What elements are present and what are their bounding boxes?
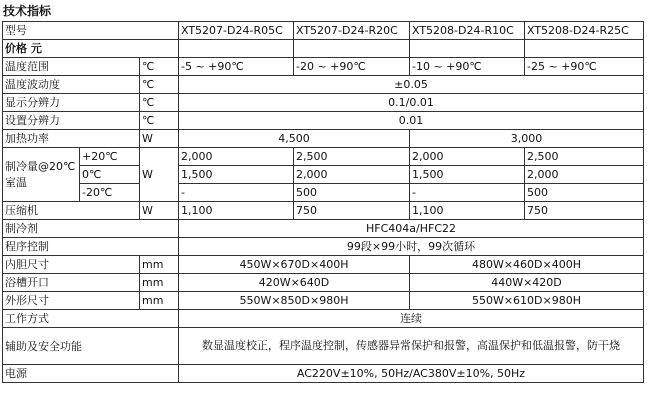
outer-size-row — [3, 292, 644, 310]
model-header-row — [3, 22, 644, 40]
unit-cell: ℃ — [140, 76, 179, 94]
price-row — [3, 40, 644, 58]
value-cell: HFC404a/HFC22 — [179, 220, 644, 238]
power-row — [3, 365, 644, 383]
work-mode-row — [3, 310, 644, 328]
unit-cell: ℃ — [140, 112, 179, 130]
sub-temp-cell: +20℃ — [80, 148, 140, 166]
unit-cell: mm — [140, 292, 179, 310]
row-label: 浴槽开口 — [3, 274, 140, 292]
row-label: 电源 — [3, 365, 179, 383]
value-cell: 0.1/0.01 — [179, 94, 644, 112]
model-name: XT5207-D24-R05C — [179, 22, 294, 40]
value-cell: 2,000 — [525, 166, 644, 184]
value-cell: 480W×460D×400H — [410, 256, 644, 274]
row-label: 外形尺寸 — [3, 292, 140, 310]
value-cell: -5 ~ +90℃ — [179, 58, 294, 76]
safety-row — [3, 328, 644, 365]
row-label: 设置分辨力 — [3, 112, 140, 130]
price-cell — [410, 40, 525, 58]
row-label: 辅助及安全功能 — [3, 328, 179, 365]
value-cell: ±0.05 — [179, 76, 644, 94]
display-res-row — [3, 94, 644, 112]
row-label: 程序控制 — [3, 238, 179, 256]
price-cell — [179, 40, 294, 58]
value-cell: -25 ~ +90℃ — [525, 58, 644, 76]
value-cell: 1,100 — [179, 202, 294, 220]
value-cell: 连续 — [179, 310, 644, 328]
unit-cell: ℃ — [140, 58, 179, 76]
value-cell: - — [410, 184, 525, 202]
row-label: 工作方式 — [3, 310, 179, 328]
value-cell: 750 — [294, 202, 410, 220]
value-cell: - — [179, 184, 294, 202]
unit-cell: mm — [140, 274, 179, 292]
program-row — [3, 238, 644, 256]
row-label: 内胆尺寸 — [3, 256, 140, 274]
value-cell: 750 — [525, 202, 644, 220]
price-cell — [525, 40, 644, 58]
value-cell: 2,000 — [294, 166, 410, 184]
model-name: XT5208-D24-R25C — [525, 22, 644, 40]
value-cell: -20 ~ +90℃ — [294, 58, 410, 76]
unit-cell: W — [140, 130, 179, 148]
model-name: XT5207-D24-R20C — [294, 22, 410, 40]
row-label: 型号 — [3, 22, 179, 40]
value-cell: AC220V±10%, 50Hz/AC380V±10%, 50Hz — [179, 365, 644, 383]
inner-size-row — [3, 256, 644, 274]
value-cell: 500 — [525, 184, 644, 202]
value-cell: 500 — [294, 184, 410, 202]
model-name: XT5208-D24-R10C — [410, 22, 525, 40]
temp-range-row — [3, 58, 644, 76]
refrigerant-row — [3, 220, 644, 238]
value-cell: 1,500 — [410, 166, 525, 184]
value-cell: 数显温度校正，程序温度控制，传感器异常保护和报警，高温保护和低温报警，防干烧 — [179, 328, 644, 365]
sub-temp-cell: 0℃ — [80, 166, 140, 184]
row-label: 加热功率 — [3, 130, 140, 148]
cooling-row — [3, 148, 644, 166]
value-cell: 2,500 — [525, 148, 644, 166]
value-cell: 2,500 — [294, 148, 410, 166]
row-label: 温度波动度 — [3, 76, 140, 94]
price-cell — [294, 40, 410, 58]
bath-opening-row — [3, 274, 644, 292]
row-label: 价格 元 — [3, 40, 179, 58]
set-res-row — [3, 112, 644, 130]
cooling-row — [3, 184, 644, 202]
section-heading: 技术指标 — [3, 4, 52, 18]
cooling-row — [3, 166, 644, 184]
heat-power-row — [3, 130, 644, 148]
value-cell: 550W×610D×980H — [410, 292, 644, 310]
value-cell: 1,500 — [179, 166, 294, 184]
value-cell: -10 ~ +90℃ — [410, 58, 525, 76]
row-label: 制冷剂 — [3, 220, 179, 238]
value-cell: 440W×420D — [410, 274, 644, 292]
value-cell: 99段×99小时，99次循环 — [179, 238, 644, 256]
row-label: 显示分辨力 — [3, 94, 140, 112]
value-cell: 450W×670D×400H — [179, 256, 410, 274]
unit-cell: W — [140, 202, 179, 220]
row-label: 制冷量@20℃室温 — [3, 148, 80, 202]
unit-cell: W — [140, 148, 179, 202]
row-label: 温度范围 — [3, 58, 140, 76]
unit-cell: ℃ — [140, 94, 179, 112]
value-cell: 2,000 — [410, 148, 525, 166]
value-cell: 0.01 — [179, 112, 644, 130]
unit-cell: mm — [140, 256, 179, 274]
value-cell: 1,100 — [410, 202, 525, 220]
value-cell: 550W×850D×980H — [179, 292, 410, 310]
value-cell: 420W×640D — [179, 274, 410, 292]
temp-fluct-row — [3, 76, 644, 94]
value-cell: 2,000 — [179, 148, 294, 166]
value-cell: 4,500 — [179, 130, 410, 148]
row-label: 压缩机 — [3, 202, 140, 220]
sub-temp-cell: -20℃ — [80, 184, 140, 202]
spec-table — [2, 21, 644, 383]
compressor-row — [3, 202, 644, 220]
value-cell: 3,000 — [410, 130, 644, 148]
